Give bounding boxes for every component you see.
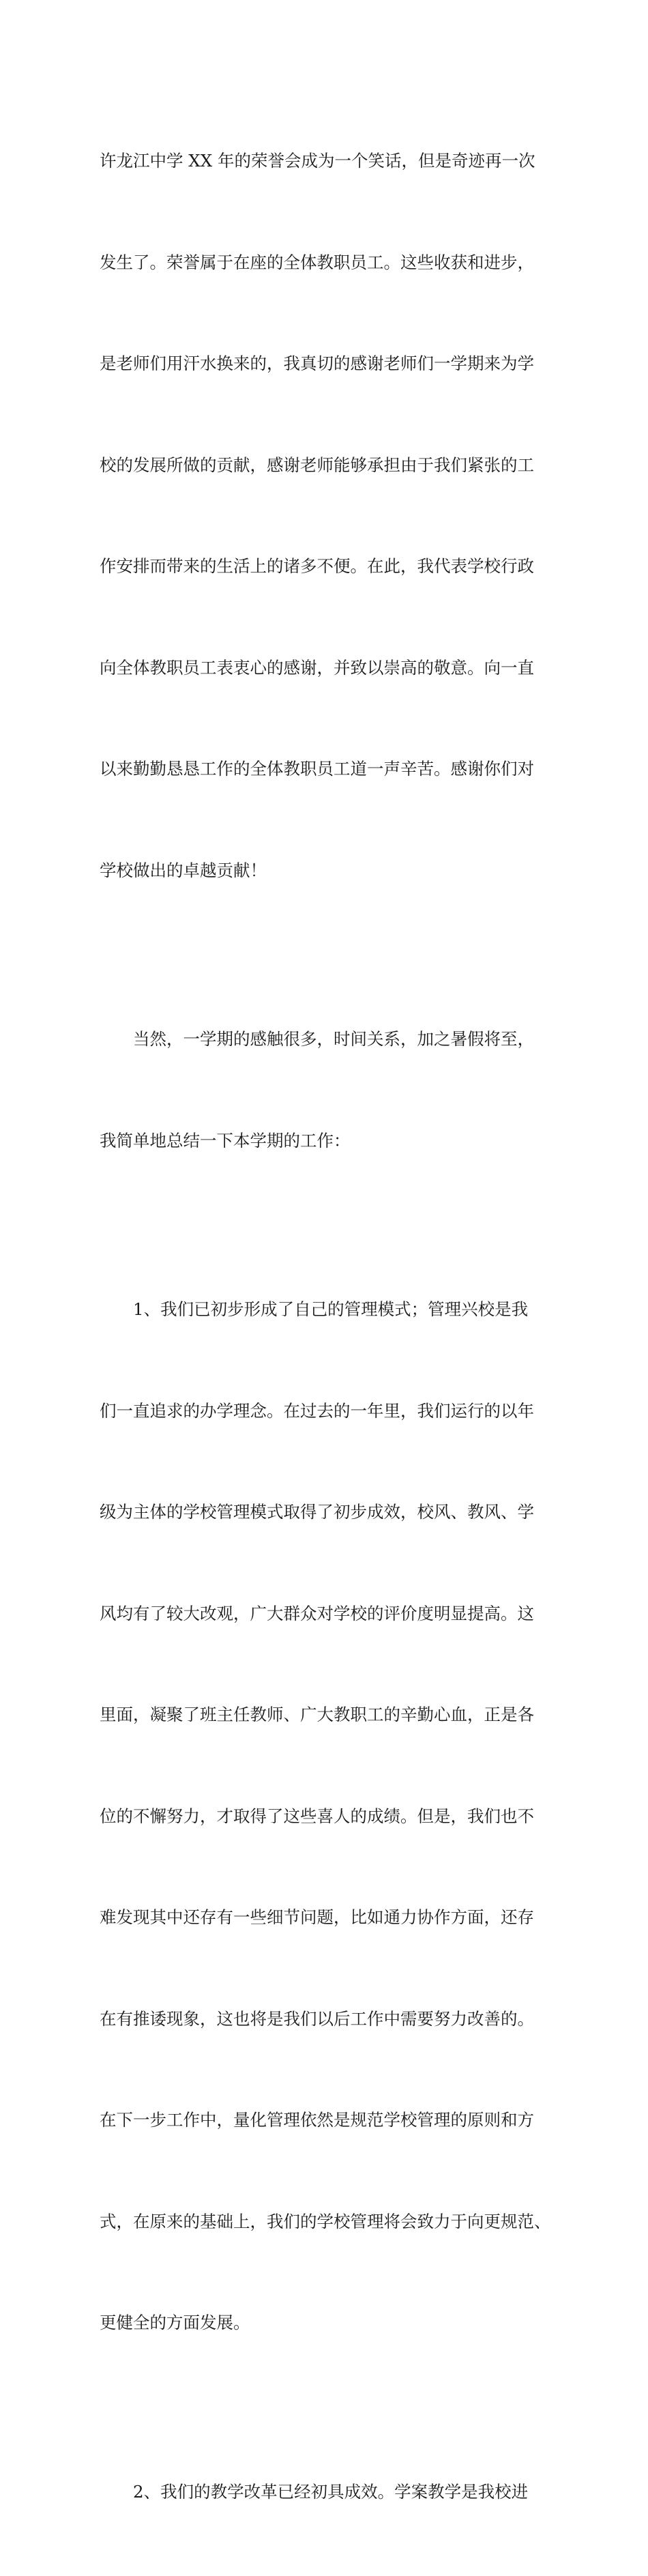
- text-line: 学校做出的卓越贡献！: [100, 854, 563, 888]
- text-line: 向全体教职员工表衷心的感谢，并致以崇高的敬意。向一直: [100, 651, 563, 685]
- text-line: 难发现其中还存有一些细节问题，比如通力协作方面，还存: [100, 1900, 563, 1935]
- text-line: 2、我们的教学改革已经初具成效。学案教学是我校进: [100, 2475, 563, 2509]
- text-line: 发生了。荣誉属于在座的全体教职员工。这些收获和进步，: [100, 246, 563, 280]
- text-line: 校的发展所做的贡献，感谢老师能够承担由于我们紧张的工: [100, 448, 563, 482]
- text-line: 在下一步工作中，量化管理依然是规范学校管理的原则和方: [100, 2103, 563, 2137]
- text-line: 风均有了较大改观，广大群众对学校的评价度明显提高。这: [100, 1597, 563, 1631]
- text-line: 我简单地总结一下本学期的工作：: [100, 1124, 563, 1158]
- text-line: 许龙江中学 XX 年的荣誉会成为一个笑话，但是奇迹再一次: [100, 144, 563, 178]
- text-line: 当然，一学期的感触很多，时间关系，加之暑假将至，: [100, 1022, 563, 1056]
- text-line: 以来勤勤恳恳工作的全体教职员工道一声辛苦。感谢你们对: [100, 752, 563, 786]
- text-line: 级为主体的学校管理模式取得了初步成效，校风、教风、学: [100, 1495, 563, 1529]
- document-body: [100, 76, 563, 2576]
- text-line: 位的不懈努力，才取得了这些喜人的成绩。但是，我们也不: [100, 1799, 563, 1834]
- paragraph-1: [100, 76, 563, 955]
- text-line: 是老师们用汗水换来的，我真切的感谢老师们一学期来为学: [100, 347, 563, 381]
- paragraph-4: [100, 2407, 563, 2576]
- text-line: 1、我们已初步形成了自己的管理模式；管理兴校是我: [100, 1292, 563, 1327]
- text-line: 式，在原来的基础上，我们的学校管理将会致力于向更规范、: [100, 2205, 563, 2239]
- paragraph-3: [100, 1225, 563, 2407]
- text-line: 在有推诿现象，这也将是我们以后工作中需要努力改善的。: [100, 2002, 563, 2036]
- document-page: [0, 0, 648, 917]
- text-line: 作安排而带来的生活上的诸多不便。在此，我代表学校行政: [100, 549, 563, 583]
- text-line: 们一直追求的办学理念。在过去的一年里，我们运行的以年: [100, 1394, 563, 1428]
- text-line: 更健全的方面发展。: [100, 2306, 563, 2340]
- paragraph-2: [100, 955, 563, 1225]
- text-line: 里面，凝聚了班主任教师、广大教职工的辛勤心血，正是各: [100, 1698, 563, 1732]
